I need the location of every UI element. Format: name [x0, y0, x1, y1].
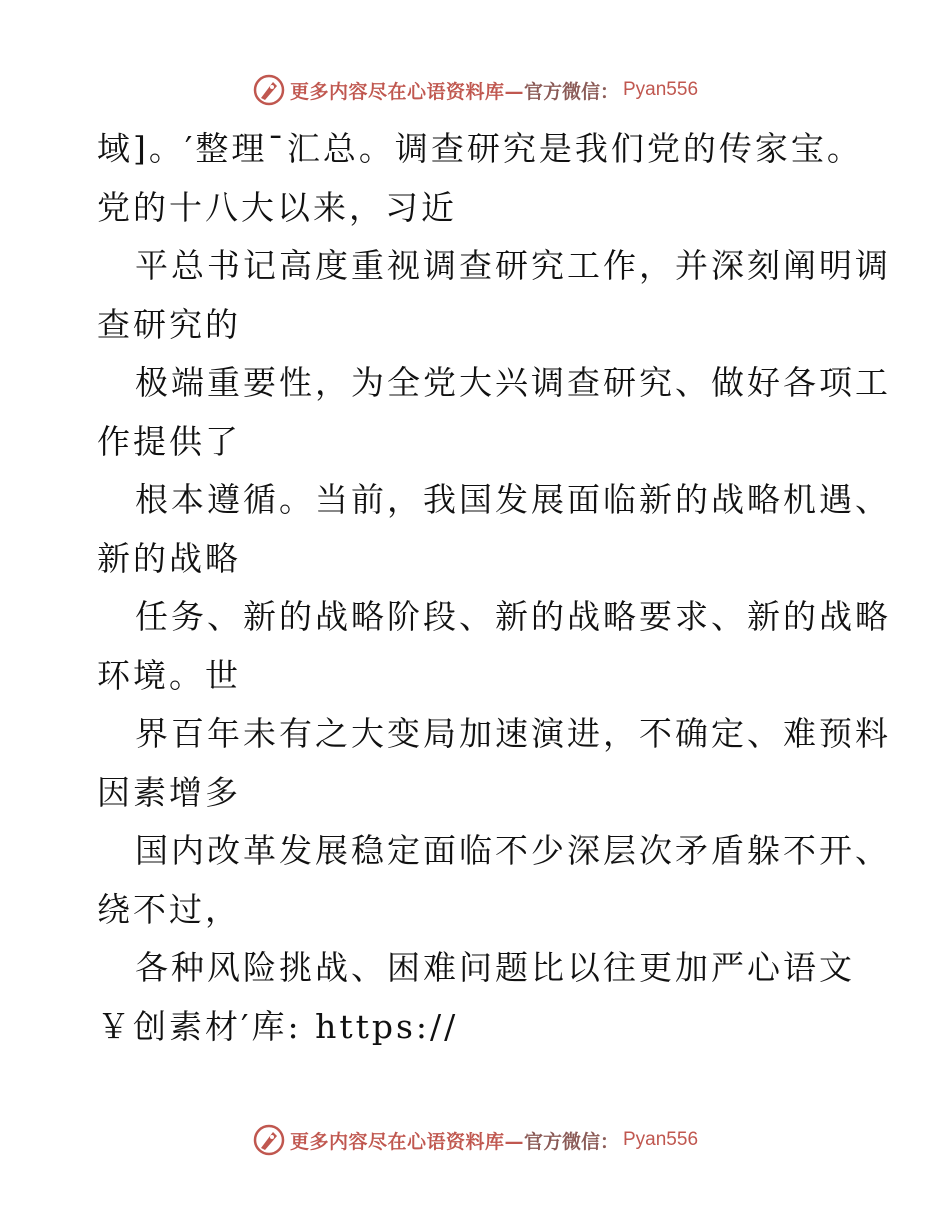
header-wechat-label: 官方微信： [523, 80, 619, 103]
footer-banner [0, 1120, 950, 1160]
body-line: 查研究的 [97, 304, 241, 344]
footer-wechat-id: Pyan556 [623, 1129, 699, 1150]
body-line: 环境。世 [97, 655, 241, 695]
body-line: 根本遵循。当前，我国发展面临新的战略机遇、 [135, 480, 891, 519]
pen-nib-logo-icon [252, 73, 286, 107]
body-line: 各种风险挑战、困难问题比以往更加严心语文 [135, 948, 855, 987]
footer-wechat-label: 官方微信： [523, 1130, 619, 1153]
document-body [97, 120, 891, 1056]
body-line: 界百年未有之大变局加速演进，不确定、难预料 [135, 714, 891, 753]
body-line: ￥创素材′库: https:// [97, 1006, 459, 1046]
body-line: 国内改革发展稳定面临不少深层次矛盾躲不开、 [135, 831, 891, 870]
body-line: 新的战略 [97, 538, 241, 578]
body-line: 任务、新的战略阶段、新的战略要求、新的战略 [135, 597, 891, 636]
body-line: 绕不过， [97, 889, 241, 929]
body-line: 作提供了 [97, 421, 241, 461]
body-line: 域]。′整理¯汇总。调查研究是我们党的传家宝。 [97, 129, 863, 168]
header-wechat-id: Pyan556 [623, 79, 699, 100]
body-line: 因素增多 [97, 772, 241, 812]
body-line: 极端重要性，为全党大兴调查研究、做好各项工 [135, 363, 891, 402]
pen-nib-logo-icon [252, 1123, 286, 1157]
header-text: 更多内容尽在心语资料库— [289, 80, 524, 103]
footer-text: 更多内容尽在心语资料库— [289, 1130, 524, 1153]
body-line: 平总书记高度重视调查研究工作，并深刻阐明调 [135, 246, 891, 285]
body-line: 党的十八大以来，习近 [97, 187, 457, 227]
header-banner [0, 70, 950, 110]
